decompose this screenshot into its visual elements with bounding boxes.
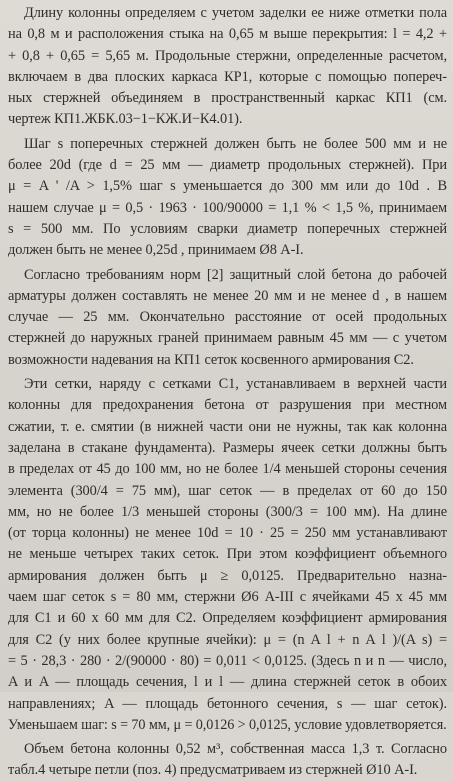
text-line: = 5 · 28,3 · 280 · 2/(90000 · 80) = 0,011 < 0,0125. (Здесь n и n — число,	[8, 652, 447, 669]
text-line: s = 500 мм. По условиям сварки диаметр поперечных стержней	[8, 220, 447, 237]
text-line: случае — 25 мм. Окончательно расстояние от осей продольных	[8, 309, 447, 326]
text-line: должен быть не менее 0,25d , принимаем Ø8 А-I.	[8, 242, 304, 259]
text-line: чаем шаг сеток s = 80 мм, стержни Ø6 А-III с ячейками 45 х 45 мм	[8, 589, 447, 606]
text-line: Шаг s поперечных стержней должен быть не более 500 мм и не	[24, 135, 447, 152]
paragraph-mesh-reinforcement	[8, 374, 447, 736]
paragraph-column-concrete	[8, 739, 447, 782]
text-line: для С2 (у них более крупные ячейки): μ = (n A l + n A l )/(A s) =	[8, 631, 447, 648]
text-line: мм, но не более 1/3 меньшей стороны (300/3 = 100 мм). На длине	[8, 503, 447, 520]
text-line: на 0,8 м и расположения стыка на 0,65 м выше перекрытия: l = 4,2 +	[8, 26, 447, 43]
text-line: A и A — площадь сечения, l и l — длина стержней сеток в обоих	[8, 674, 447, 691]
text-line: колонны для предохранения бетона от разрушения при местном	[8, 397, 447, 414]
text-line: более 20d (где d = 25 мм — диаметр продольных стержней). При	[8, 157, 447, 174]
text-line: нашем случае μ = 0,5 · 1963 · 100/90000 = 1,1 % < 1,5 %, принимаем	[8, 199, 447, 216]
text-line: (от торца колонны) не менее 10d = 10 · 25 = 250 мм устанавливают	[8, 525, 447, 542]
text-line: + 0,8 + 0,65 = 5,65 м. Продольные стержни, определенные расчетом,	[8, 47, 447, 64]
paragraph-concrete-cover	[8, 265, 447, 371]
text-line: Длину колонны определяем с учетом заделки ее ниже отметки пола	[24, 5, 447, 21]
text-line: Эти сетки, наряду с сетками С1, устанавливаем в верхней части	[24, 376, 447, 393]
text-line: для С1 и 60 х 60 мм для С2. Определяем коэффициент армирования	[8, 610, 447, 627]
text-line: Согласно требованиям норм [2] защитный слой бетона до рабочей	[24, 266, 447, 283]
text-line: армирования должен быть μ ≥ 0,0125. Предварительно назна-	[8, 567, 447, 584]
text-line: направлениях; A — площадь бетонного сечения, s — шаг сеток).	[8, 695, 447, 712]
text-line: включаем в два плоских каркаса КР1, которые с помощью попереч-	[8, 68, 447, 85]
text-line: чертеж КП1.ЖБК.03−1−КЖ.И−К4.01).	[8, 111, 243, 128]
paragraph-column-length	[8, 3, 447, 131]
paragraph-stirrup-spacing	[8, 134, 447, 262]
text-line: μ = A ' /A > 1,5% шаг s уменьшается до 300 мм или до 10d . В	[8, 178, 447, 195]
text-line: заделана в стакане фундамента). Размеры ячеек сетки должны быть	[8, 439, 447, 456]
text-line: Объем бетона колонны 0,52 м³, собственная масса 1,3 т. Согласно	[24, 741, 447, 758]
text-line: табл.4 четыре петли (поз. 4) предусматриваем из стержней Ø10 А-I.	[8, 762, 418, 779]
text-line: в пределах от 45 до 100 мм, но не более 1/4 меньшей стороны сечения	[8, 461, 447, 478]
text-line: возможности надевания на КП1 сеток косвенного армирования С2.	[8, 351, 414, 368]
text-line: сжатии, т. е. смятии (в нижней части они не нужны, так как колонна	[8, 418, 447, 435]
text-line: ных стержней объединяем в пространственный каркас КП1 (см.	[8, 90, 447, 107]
text-line: не меньше четырех таких сеток. При этом коэффициент объемного	[8, 546, 447, 563]
text-line: стержней до наружных граней принимаем равным 45 мм — с учетом	[8, 330, 447, 347]
text-line: Уменьшаем шаг: s = 70 мм, μ = 0,0126 > 0,0125, условие удовлетворяется.	[8, 716, 447, 733]
text-line: элемента (300/4 = 75 мм), шаг сеток — в пределах от 60 до 150	[8, 482, 447, 499]
text-line: арматуры должен составлять не менее 20 мм и не менее d , в нашем	[8, 287, 447, 304]
